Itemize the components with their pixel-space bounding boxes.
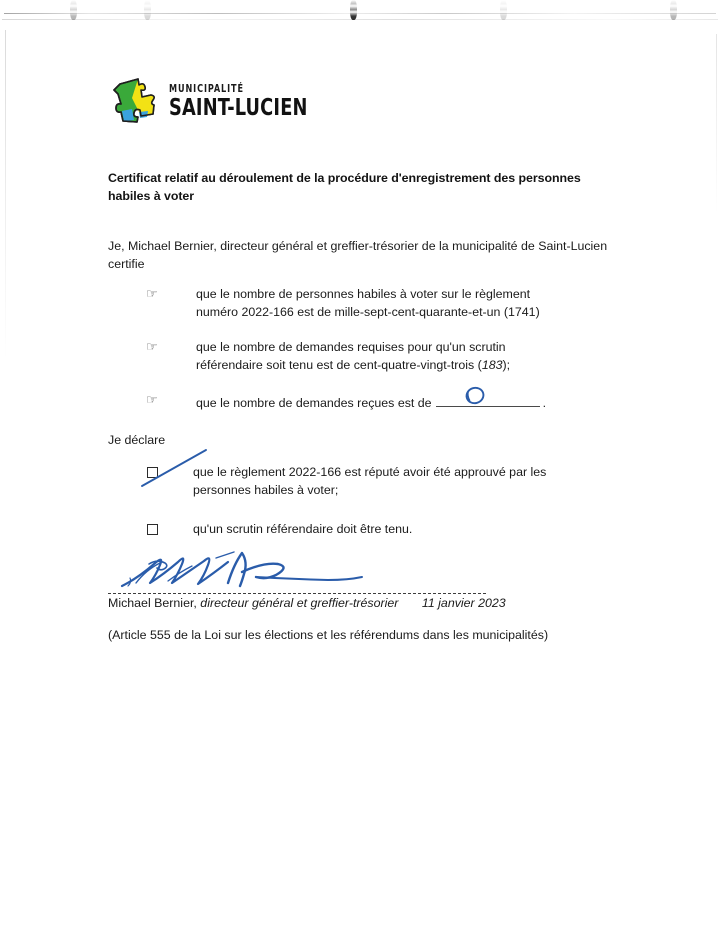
option-item-scrutin-referendaire[interactable] [108,521,618,551]
signature-line [108,593,486,594]
clause-text [196,286,618,322]
clause-1-line-1: que le nombre de personnes habiles à voter sur le règlement [196,287,531,301]
fill-underline [436,406,540,407]
clause-2-line-2-before: référendaire soit tenu est de cent-quatre-vingt-trois ( [196,357,482,372]
clause-item [108,286,618,322]
clause-item [108,339,618,375]
option-2-line-1: qu'un scrutin référendaire doit être tenu. [193,521,413,536]
signer-name: Michael Bernier, [108,596,197,610]
signature-area [108,552,618,594]
option-text [193,521,618,539]
signer-title: directeur général et greffier-trésorier [200,596,399,610]
hand-pointing-icon: ☞ [146,286,158,301]
demandes-recues-fill-field[interactable] [436,392,540,407]
option-1-line-2: personnes habiles à voter; [193,482,339,497]
option-1-line-1: que le règlement 2022-166 est réputé avoir été approuvé par les [193,465,547,479]
handwritten-zero-value [462,386,488,408]
puzzle-piece-logo-icon [108,76,160,126]
clause-text [196,339,618,375]
clause-text [196,392,618,413]
clause-3-text: que le nombre de demandes reçues est de [196,395,432,410]
clause-2-line-2-after: ); [502,357,511,372]
logo-wordmark [169,83,330,120]
clause-3-period: . [542,395,547,410]
clause-1-line-2: numéro 2022-166 est de mille-sept-cent-quarante-et-un (1741) [196,304,540,319]
hand-pointing-icon: ☞ [146,391,158,407]
checkbox-scrutin-referendaire[interactable] [147,524,158,535]
clause-2-value: 183 [481,357,503,372]
hand-pointing-icon: ☞ [146,338,158,354]
option-text [193,464,618,500]
intro-paragraph: Je, Michael Bernier, directeur général et greffier-trésorier de la municipalité de Saint-Lucien certifie [108,239,608,271]
logo-sub-text: MUNICIPALITÉ [169,81,244,95]
signature-date: 11 janvier 2023 [421,596,506,610]
legal-reference-note: (Article 555 de la Loi sur les élections et les référendums dans les municipalités) [108,628,549,642]
signature-caption [108,596,506,610]
option-item-reglement-approuve[interactable] [108,464,618,500]
declaration-lead: Je déclare [108,433,166,447]
handwritten-signature [116,550,416,590]
certification-clause-list [108,286,618,439]
municipality-logo [108,76,330,126]
clause-item [108,392,618,422]
clause-2-line-1: que le nombre de demandes requises pour qu'un scrutin [196,339,506,354]
checkbox-reglement-approuve[interactable] [147,467,158,478]
document-title: Certificat relatif au déroulement de la procédure d'enregistrement des personnes habiles à voter [108,171,581,203]
logo-main-text: SAINT-LUCIEN [169,94,308,121]
